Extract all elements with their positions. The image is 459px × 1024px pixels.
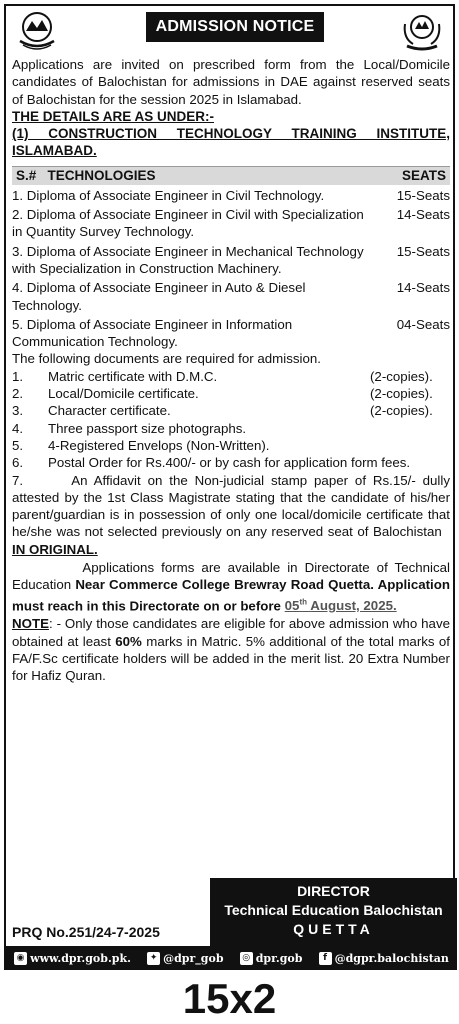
technology-desc: 5. Diploma of Associate Engineer in Information Communication Technology. [12,316,293,350]
affidavit-item [12,472,450,558]
notice-frame [4,4,455,970]
department-name: Technical Education Balochistan [224,902,443,918]
table-row [12,206,450,241]
availability-paragraph [12,559,450,614]
note-text-a: : - Only those candidates are eligible for above admission who have obtained at least [12,616,450,649]
ad-size-label: 15x2 [182,975,277,1022]
page-title: ADMISSION NOTICE [146,12,324,42]
list-item [12,402,450,419]
table-row [12,243,450,278]
notice-body [12,56,450,685]
list-item [12,385,450,402]
technologies-table [12,166,450,351]
technology-desc: 3. Diploma of Associate Engineer in Mechanical Technology with Specialization in Construction Machinery. [12,243,364,276]
seats-value: 04-Seats [396,316,450,332]
seats-value: 14-Seats [396,207,450,223]
item-number: 1. [12,368,24,384]
globe-icon: ◉ [14,952,27,965]
item-text: Three passport size photographs. [48,420,247,436]
institute-heading: (1) CONSTRUCTION TECHNOLOGY TRAINING INSTITUTE, ISLAMABAD. [12,126,450,159]
intro-paragraph: Applications are invited on prescribed form from the Local/Domicile candidates of Balochistan for admissions in DAE against reserved seats of Balochistan for the session 2025 in Islamabad. [12,57,450,107]
item-text: Character certificate. [48,403,171,419]
list-item [12,454,450,471]
list-item [12,368,450,385]
emblem-icon [12,10,62,52]
note-paragraph [12,615,450,684]
technology-desc: 1. Diploma of Associate Engineer in Civil Technology. [12,187,325,203]
item-text: Matric certificate with D.M.C. [48,368,218,384]
social-website[interactable]: ◉ www.dpr.gob.pk. [14,952,131,965]
social-twitter[interactable]: ✦ @dpr_gob [147,952,223,965]
table-row [12,187,450,204]
item-number: 7. [12,472,24,488]
availability-location: Near Commerce College Brewray Road Quetta. Application must reach in this Directorate on or before [12,577,450,614]
details-heading: THE DETAILS ARE AS UNDER:- [12,108,214,124]
facebook-icon: f [319,952,332,965]
item-copies: (2-copies). [370,368,433,384]
note-percent: 60% [115,633,142,649]
table-header [12,166,450,185]
deadline-date: 05th August, 2025. [284,597,397,614]
col-sno: S.# [16,168,37,184]
social-instagram[interactable]: ◎ dpr.gob [240,952,303,965]
item-number: 5. [12,437,24,453]
balochistan-seal-icon [397,10,447,52]
availability-text: Applications forms are available in Directorate of Technical Education [12,560,450,593]
signature-block [210,878,457,946]
social-facebook[interactable]: f @dgpr.balochistan [319,952,449,965]
in-original-emphasis: IN ORIGINAL. [12,541,98,557]
twitter-icon: ✦ [147,952,160,965]
item-text: An Affidavit on the Non-judicial stamp paper of Rs.15/- dully attested by the 1st Class Magistrate stating that the candidate of his/her parent/guardian is in possession of only one local/domicile certificate that he/she was not selected previously on any reserved seat of Balochistan [12,472,450,540]
notice-header [6,6,453,56]
seats-value: 15-Seats [396,243,450,259]
col-seats: SEATS [401,168,446,184]
note-label: NOTE [12,616,49,632]
seats-value: 14-Seats [396,280,450,296]
city-name: QUETTA [293,921,374,937]
note-text-b: marks in Matric. 5% additional of the total marks of FA/F.Sc certificate holders will be added in the merit list. 20 Extra Number for Hafiz Quran. [12,633,450,684]
table-row [12,279,450,314]
item-copies: (2-copies). [370,403,433,419]
documents-intro: The following documents are required for admission. [12,351,321,367]
list-item [12,437,450,454]
item-number: 6. [12,455,24,471]
table-row [12,316,450,351]
item-number: 3. [12,403,24,419]
social-bar [6,946,457,970]
col-technologies: TECHNOLOGIES [47,168,156,184]
item-text: Postal Order for Rs.400/- or by cash for application form fees. [48,455,411,471]
director-title: DIRECTOR [297,883,370,899]
item-text: Local/Domicile certificate. [48,386,199,402]
technology-desc: 2. Diploma of Associate Engineer in Civil with Specialization in Quantity Survey Technology. [12,207,364,240]
item-text: 4-Registered Envelops (Non-Written). [48,437,270,453]
instagram-icon: ◎ [240,952,253,965]
technology-desc: 4. Diploma of Associate Engineer in Auto & Diesel Technology. [12,280,306,313]
list-item [12,420,450,437]
seats-value: 15-Seats [396,187,450,203]
prq-number: PRQ No.251/24-7-2025 [12,924,160,940]
item-number: 4. [12,420,24,436]
item-copies: (2-copies). [370,386,433,402]
item-number: 2. [12,386,24,402]
